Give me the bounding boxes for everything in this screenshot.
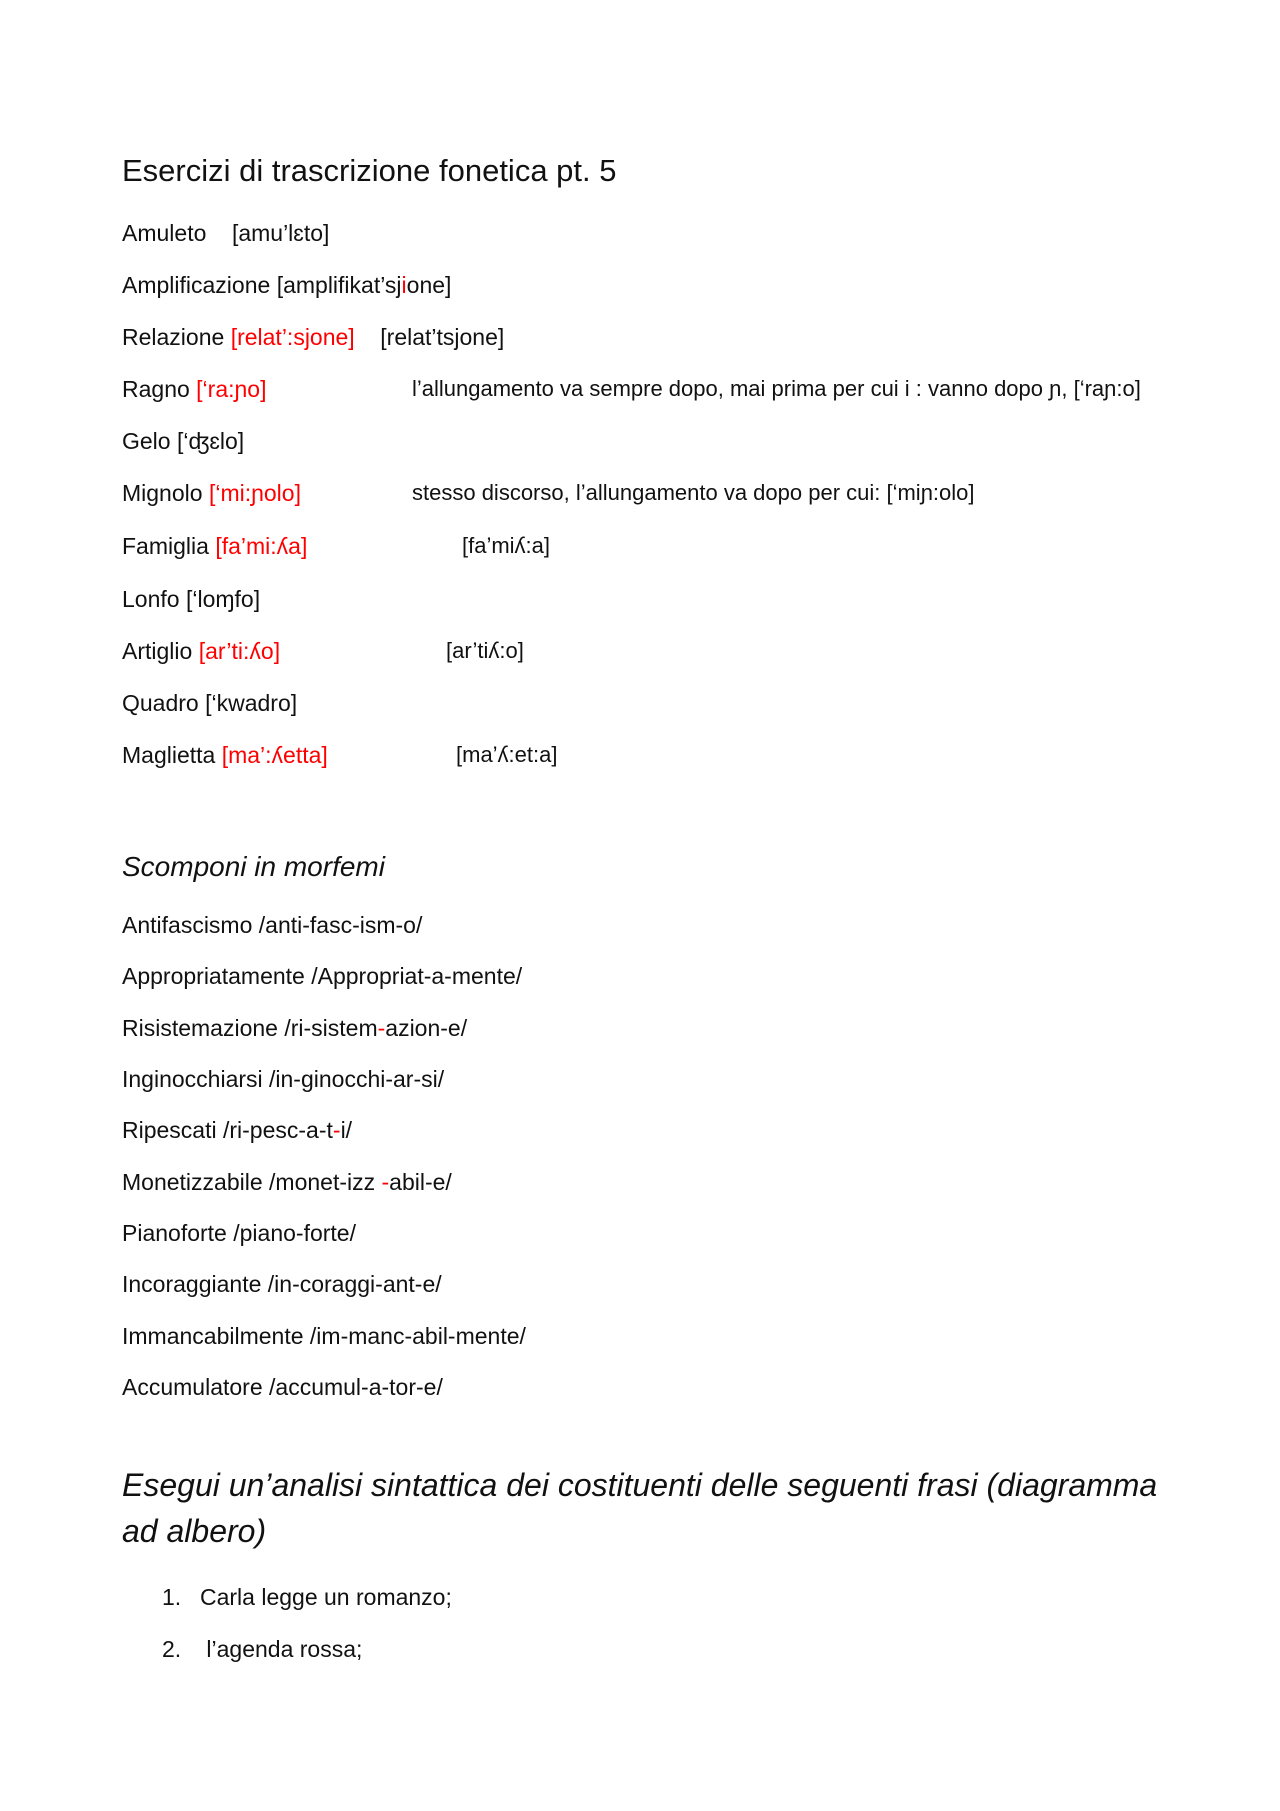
transcription-ipa: [‘ra:ɲo] (196, 376, 267, 402)
morphemes-heading: Scomponi in morfemi (122, 851, 385, 882)
transcription-ipa: one] (406, 272, 452, 298)
transcription-row (122, 584, 260, 614)
transcription-ipa: [‘kwadro] (205, 690, 298, 716)
transcription-word: Amplificazione (122, 272, 271, 298)
transcription-row (122, 426, 244, 456)
morpheme-text: Risistemazione /ri-sistem (122, 1015, 378, 1041)
transcription-ipa: [‘mi:ɲolo] (208, 480, 301, 506)
transcription-word: Famiglia (122, 533, 209, 559)
list-number: 2. (162, 1636, 182, 1662)
morpheme-text: Incoraggiante /in-coraggi-ant-e/ (122, 1271, 442, 1297)
morpheme-text: azion-e/ (385, 1015, 468, 1041)
transcription-ipa: [‘loɱfo] (185, 586, 261, 612)
morpheme-row (122, 1115, 352, 1145)
transcription-word: Ragno (122, 376, 190, 402)
transcription-word: Quadro (122, 690, 199, 716)
syntax-heading: Esegui un’analisi sintattica dei costituenti delle seguenti frasi (diagramma ad albero) (122, 1467, 1158, 1549)
morpheme-row (122, 1372, 443, 1402)
morpheme-text: Immancabilmente /im-manc-abil-mente/ (122, 1323, 526, 1349)
transcription-row (122, 270, 451, 300)
list-number: 1. (162, 1584, 182, 1610)
transcription-word: Maglietta (122, 742, 216, 768)
morpheme-row (122, 910, 422, 940)
transcription-row (122, 688, 297, 718)
list-text: Carla legge un romanzo; (200, 1584, 452, 1610)
transcription-row (122, 531, 307, 561)
transcription-word: Gelo (122, 428, 171, 454)
page-title: Esercizi di trascrizione fonetica pt. 5 (122, 153, 617, 188)
morpheme-text: - (332, 1117, 341, 1143)
transcription-note: stesso discorso, l’allungamento va dopo per cui: [‘miɲ:olo] (412, 480, 975, 505)
transcription-row (122, 374, 267, 404)
transcription-note: [ma’ʎ:et:a] (456, 742, 558, 767)
transcription-ipa: [fa’mi:ʎa] (215, 533, 308, 559)
morpheme-row (122, 1013, 467, 1043)
morpheme-text: - (377, 1015, 386, 1041)
transcription-ipa: i (401, 272, 407, 298)
transcription-ipa: [amplifikat’sj (276, 272, 402, 298)
transcription-ipa: [amu’lɛto] (231, 220, 330, 246)
transcription-row (122, 322, 504, 352)
transcription-row (122, 478, 301, 508)
morpheme-text: Ripescati /ri-pesc-a-t (122, 1117, 333, 1143)
transcription-word: Lonfo (122, 586, 180, 612)
transcription-note: [fa’miʎ:a] (462, 533, 551, 558)
list-text: l’agenda rossa; (200, 1636, 363, 1662)
morpheme-row (122, 1218, 356, 1248)
morpheme-text: i/ (340, 1117, 353, 1143)
transcription-word: Relazione (122, 324, 225, 350)
transcription-ipa: [ma’:ʎetta] (221, 742, 328, 768)
morpheme-row (122, 961, 522, 991)
transcription-row (122, 740, 328, 770)
spacer (206, 220, 232, 246)
morpheme-text: Accumulatore /accumul-a-tor-e/ (122, 1374, 443, 1400)
transcription-word: Mignolo (122, 480, 203, 506)
morpheme-row (122, 1269, 442, 1299)
morpheme-text: Appropriatamente /Appropriat-a-mente/ (122, 963, 523, 989)
morpheme-text: Pianoforte /piano-forte/ (122, 1220, 356, 1246)
morpheme-row (122, 1064, 444, 1094)
morpheme-text: - (381, 1169, 390, 1195)
transcription-ipa: [‘ʤɛlo] (176, 428, 245, 454)
morpheme-text: Monetizzabile /monet-izz (122, 1169, 382, 1195)
morpheme-text: abil-e/ (389, 1169, 452, 1195)
transcription-word: Artiglio (122, 638, 193, 664)
transcription-word: Amuleto (122, 220, 207, 246)
morpheme-text: Antifascismo /anti-fasc-ism-o/ (122, 912, 423, 938)
transcription-row (122, 218, 329, 248)
morpheme-row (122, 1167, 452, 1197)
transcription-ipa: [relat’:sjone] (230, 324, 355, 350)
morpheme-row (122, 1321, 526, 1351)
morpheme-text: Inginocchiarsi /in-ginocchi-ar-si/ (122, 1066, 445, 1092)
transcription-ipa: [relat’tsjone] (354, 324, 505, 350)
transcription-row (122, 636, 280, 666)
transcription-note: l’allungamento va sempre dopo, mai prima per cui i : vanno dopo ɲ, [‘raɲ:o] (412, 376, 1141, 401)
transcription-ipa: [ar’ti:ʎo] (198, 638, 281, 664)
transcription-note: [ar’tiʎ:o] (446, 638, 524, 663)
